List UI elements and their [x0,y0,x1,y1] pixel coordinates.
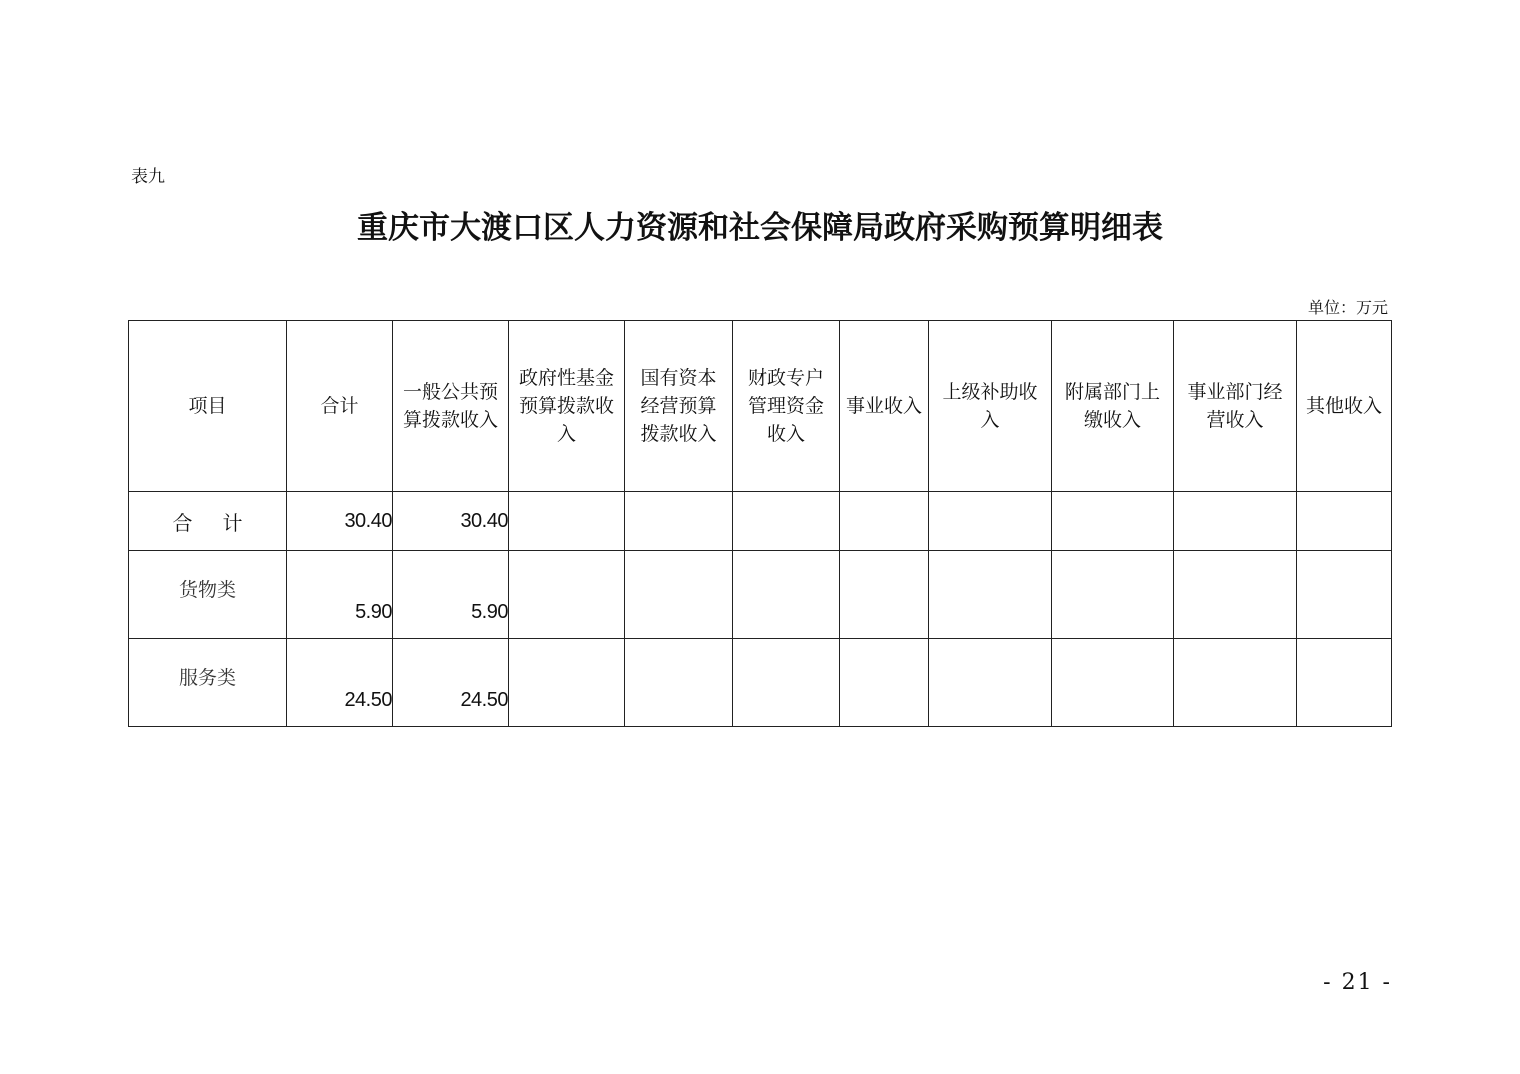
row-total-value: 24.50 [287,639,393,727]
empty-cell [1052,551,1174,639]
empty-cell [1174,492,1297,551]
empty-cell [509,551,625,639]
empty-cell [1052,492,1174,551]
empty-cell [1052,639,1174,727]
empty-cell [929,551,1052,639]
row-total-value: 30.40 [287,492,393,551]
empty-cell [733,492,840,551]
empty-cell [625,639,733,727]
column-header-total: 合计 [287,321,393,492]
empty-cell [840,551,929,639]
page-title: 重庆市大渡口区人力资源和社会保障局政府采购预算明细表 [357,210,1163,246]
row-item-label: 合计 [129,492,287,551]
column-header-special-account: 财政专户管理资金收入 [733,321,840,492]
column-header-operating-income: 事业部门经营收入 [1174,321,1297,492]
unit-label: 单位：万元 [1307,298,1388,317]
page-number: - 21 - [1323,970,1392,995]
empty-cell [625,492,733,551]
procurement-budget-table [128,320,1392,727]
row-general-budget-value: 24.50 [393,639,509,727]
empty-cell [929,492,1052,551]
column-header-gov-fund: 政府性基金预算拨款收入 [509,321,625,492]
empty-cell [1297,492,1392,551]
column-header-item: 项目 [129,321,287,492]
header-row [129,321,1392,492]
column-header-state-capital: 国有资本经营预算拨款收入 [625,321,733,492]
empty-cell [1174,639,1297,727]
empty-cell [840,492,929,551]
empty-cell [1297,639,1392,727]
column-header-other-income: 其他收入 [1297,321,1392,492]
empty-cell [625,551,733,639]
column-header-superior-subsidy: 上级补助收入 [929,321,1052,492]
table-row [129,639,1392,727]
row-general-budget-value: 5.90 [393,551,509,639]
table-row [129,492,1392,551]
empty-cell [509,492,625,551]
table-label: 表九 [131,167,165,187]
table-row [129,551,1392,639]
empty-cell [1174,551,1297,639]
row-total-value: 5.90 [287,551,393,639]
column-header-affiliated-remit: 附属部门上缴收入 [1052,321,1174,492]
empty-cell [929,639,1052,727]
row-item-label: 货物类 [129,551,287,639]
row-item-label: 服务类 [129,639,287,727]
empty-cell [733,639,840,727]
empty-cell [733,551,840,639]
empty-cell [1297,551,1392,639]
empty-cell [509,639,625,727]
column-header-general-budget: 一般公共预算拨款收入 [393,321,509,492]
empty-cell [840,639,929,727]
column-header-business-income: 事业收入 [840,321,929,492]
row-general-budget-value: 30.40 [393,492,509,551]
